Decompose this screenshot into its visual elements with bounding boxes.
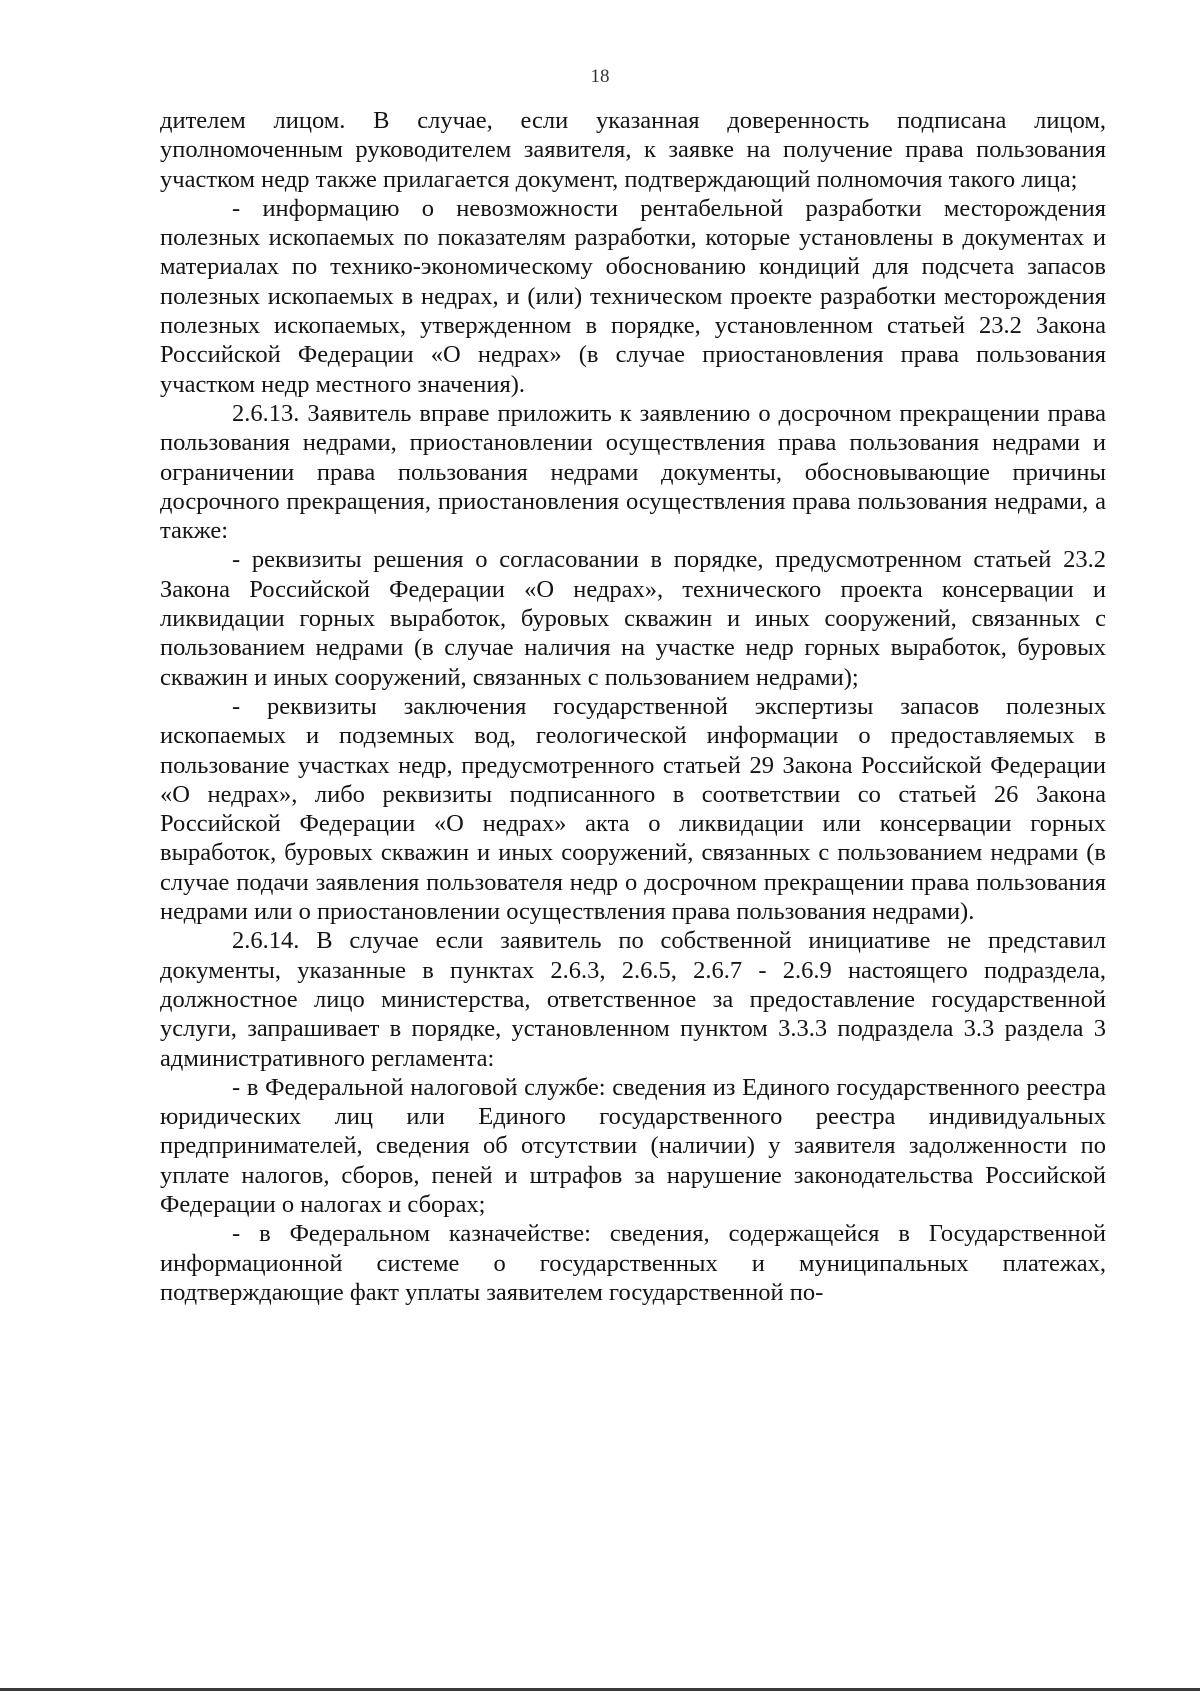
document-body [160, 106, 1106, 1307]
paragraph-list-item: - реквизиты решения о согласовании в порядке, предусмотренном статьей 23.2 Закона Российской Федерации «О недрах», технического проекта консервации и ликвидации горных выработок, буровых скважин и иных сооружений, связанных с пользованием недрами (в случае наличия на участке недр горных выработок, буровых скважин и иных сооружений, связанных с пользованием недрами); [160, 546, 1106, 691]
paragraph-2-6-13: 2.6.13. Заявитель вправе приложить к заявлению о досрочном прекращении права пользования недрами, приостановлении осуществления права пользования недрами и ограничении права пользования недрами документы, обосновывающие причины досрочного прекращения, приостановления осуществления права пользования недрами, а также: [160, 399, 1106, 545]
scan-edge-divider [0, 1688, 1200, 1691]
paragraph-2-6-14: 2.6.14. В случае если заявитель по собственной инициативе не представил документы, указанные в пунктах 2.6.3, 2.6.5, 2.6.7 - 2.6.9 настоящего подраздела, должностное лицо министерства, ответственное за предоставление государственной услуги, запрашивает в порядке, установленном пунктом 3.3.3 подраздела 3.3 раздела 3 административного регламента: [160, 927, 1106, 1072]
page-number: 18 [590, 66, 610, 87]
paragraph-list-item: - в Федеральной налоговой службе: сведения из Единого государственного реестра юридических лиц или Единого государственного реестра индивидуальных предпринимателей, сведения об отсутствии (наличии) у заявителя задолженности по уплате налогов, сборов, пеней и штрафов за нарушение законодательства Российской Федерации о налогах и сборах; [160, 1073, 1106, 1218]
paragraph-list-item: - реквизиты заключения государственной экспертизы запасов полезных ископаемых и подземных вод, геологической информации о предоставляемых в пользование участках недр, предусмотренного статьей 29 Закона Российской Федерации «О недрах», либо реквизиты подписанного в соответствии со статьей 26 Закона Российской Федерации «О недрах» акта о ликвидации или консервации горных выработок, буровых скважин и иных сооружений, связанных с пользованием недрами (в случае подачи заявления пользователя недр о досрочном прекращении права пользования недрами или о приостановлении осуществления права пользования недрами). [160, 692, 1106, 926]
paragraph-continuation: дителем лицом. В случае, если указанная доверенность подписана лицом, уполномоченным руководителем заявителя, к заявке на получение права пользования участком недр также прилагается документ, подтверждающий полномочия такого лица; [160, 107, 1106, 193]
paragraph-list-item: - информацию о невозможности рентабельной разработки месторождения полезных ископаемых по показателям разработки, которые установлены в документах и материалах по технико-экономическому обоснованию кондиций для подсчета запасов полезных ископаемых в недрах, и (или) техническом проекте разработки месторождения полезных ископаемых, утвержденном в порядке, установленном статьей 23.2 Закона Российской Федерации «О недрах» (в случае приостановления права пользования участком недр местного значения). [160, 194, 1106, 398]
paragraph-list-item: - в Федеральном казначействе: сведения, содержащейся в Государственной информационной системе о государственных и муниципальных платежах, подтверждающие факт уплаты заявителем государственной по- [160, 1220, 1106, 1306]
